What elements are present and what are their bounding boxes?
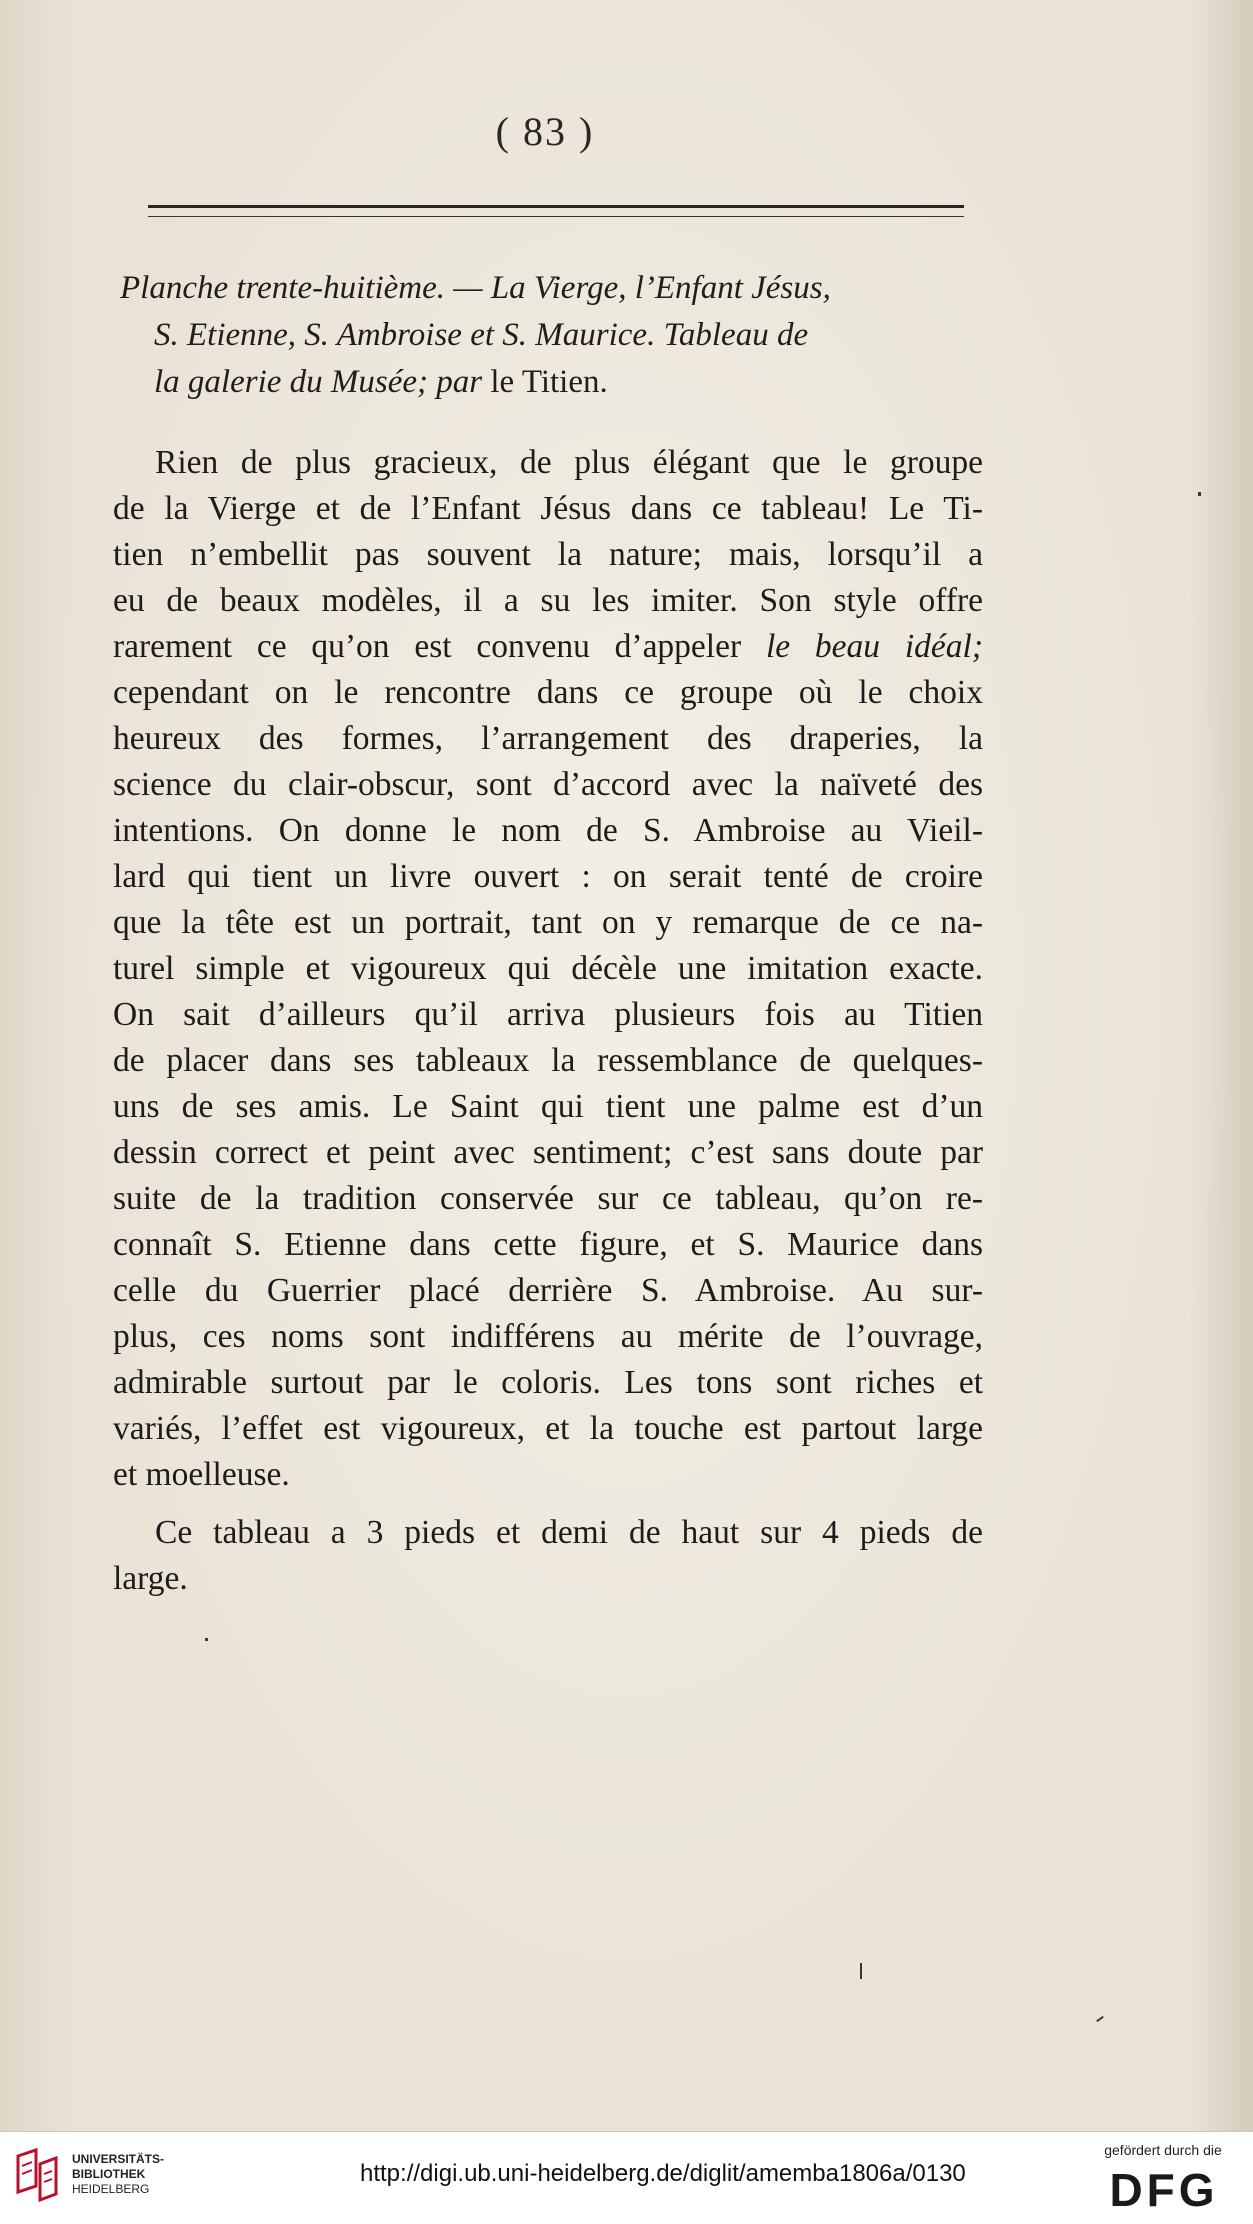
header-rule-thick [148,205,964,208]
dfg-logo-icon: DFG [1109,2164,1219,2216]
text-line: celle du Guerrier placé derrière S. Ambroise. Au sur- [113,1272,983,1309]
text-line: admirable surtout par le coloris. Les tons sont riches et [113,1364,983,1401]
university-library-logo-icon [12,2146,62,2210]
text-line: rarement ce qu’on est convenu d’appeler le beau idéal; [113,628,984,665]
text-line: variés, l’effet est vigoureux, et la touche est partout large [113,1410,983,1447]
paper-speck [1096,2016,1104,2022]
body-paragraph-1 [113,440,983,1498]
text-line: large. [113,1560,188,1597]
paper-speck [860,1963,862,1979]
header-rule-thin [148,216,964,217]
text-line: lard qui tient un livre ouvert : on serait tenté de croire [113,858,983,895]
permalink-url[interactable]: http://digi.ub.uni-heidelberg.de/diglit/amemba1806a/0130 [360,2160,966,2187]
library-name-line-3: HEIDELBERG [72,2182,150,2196]
text-line: suite de la tradition conservée sur ce tableau, qu’on re- [113,1180,983,1217]
text-line: intentions. On donne le nom de S. Ambroise au Vieil- [113,812,983,849]
plate-heading [120,265,990,406]
text-line: de placer dans ses tableaux la ressemblance de quelques- [113,1042,983,1079]
text-line: dessin correct et peint avec sentiment; c’est sans doute par [113,1134,983,1171]
library-name-line-2: BIBLIOTHEK [72,2167,146,2181]
heading-text: le Titien. [482,364,608,400]
heading-line [120,265,990,312]
text-line: connaît S. Etienne dans cette figure, et S. Maurice dans [113,1226,983,1263]
text-line: et moelleuse. [113,1456,290,1493]
text-line: eu de beaux modèles, il a su les imiter. Son style offre [113,582,983,619]
funder-caption: gefördert durch die [1104,2142,1222,2158]
text-line: On sait d’ailleurs qu’il arriva plusieurs fois au Titien [113,996,983,1033]
text-line: tien n’embellit pas souvent la nature; mais, lorsqu’il a [113,536,983,573]
text-line: Rien de plus gracieux, de plus élégant que le groupe [155,444,983,481]
heading-text: Planche trente-huitième. — La Vierge, l’Enfant Jésus, [120,270,831,306]
text-line: science du clair-obscur, sont d’accord avec la naïveté des [113,766,983,803]
library-name [72,2152,164,2197]
heading-text: S. Etienne, S. Ambroise et S. Maurice. Tableau de [154,317,809,353]
text-line: heureux des formes, l’arrangement des draperies, la [113,720,983,757]
heading-line [120,359,990,406]
body-paragraph-2 [113,1510,983,1602]
paper-speck [1198,492,1201,496]
text-line: cependant on le rencontre dans ce groupe où le choix [113,674,983,711]
text-line: plus, ces noms sont indifférens au mérite de l’ouvrage, [113,1318,983,1355]
page-number: ( 83 ) [495,109,595,154]
text-line: que la tête est un portrait, tant on y remarque de ce na- [113,904,983,941]
footer-bar [0,2131,1253,2224]
heading-line [120,312,990,359]
text-line: uns de ses amis. Le Saint qui tient une palme est d’un [113,1088,983,1125]
library-name-line-1: UNIVERSITÄTS- [72,2152,165,2166]
emphasis-text: le beau idéal; [765,628,984,665]
heading-text: la galerie du Musée; par [154,364,483,400]
text-line: turel simple et vigoureux qui décèle une imitation exacte. [113,950,983,987]
text-line: de la Vierge et de l’Enfant Jésus dans ce tableau! Le Ti- [113,490,983,527]
paper-speck [205,1638,208,1641]
text-line: Ce tableau a 3 pieds et demi de haut sur 4 pieds de [155,1514,983,1551]
